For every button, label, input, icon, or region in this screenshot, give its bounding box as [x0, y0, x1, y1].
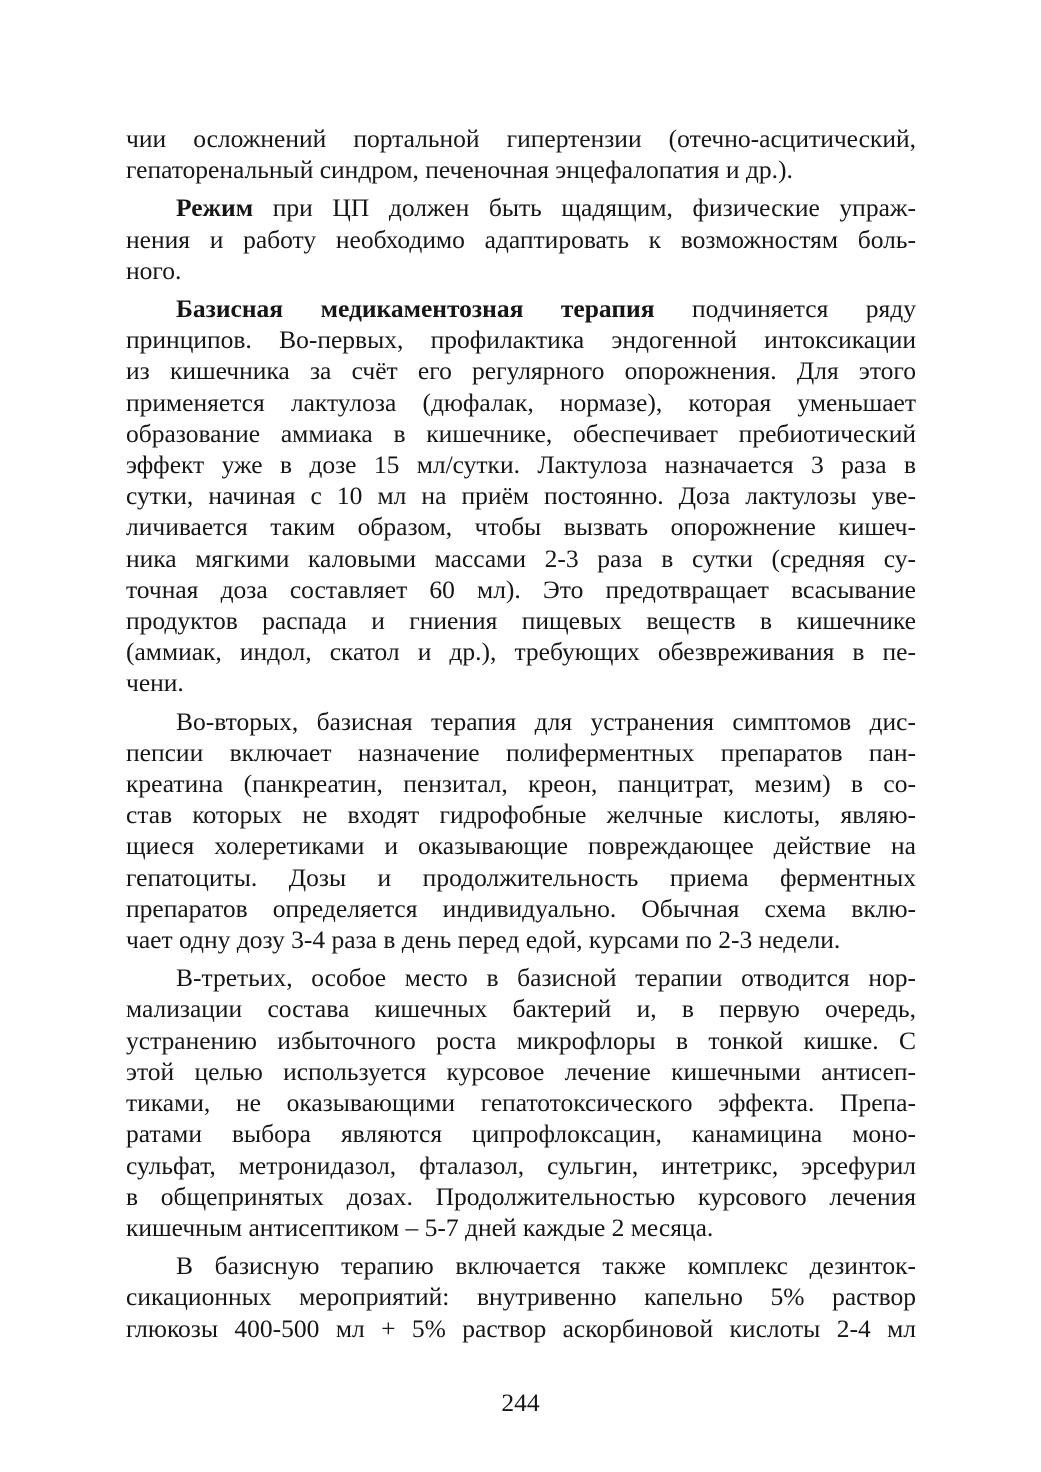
- paragraph-regime: [126, 192, 916, 286]
- text-line: Во-вторых, базисная терапия для устранения симптомов дис-: [176, 706, 916, 736]
- text-line: устранению избыточного роста микрофлоры в тонкой кишке. С: [126, 1025, 916, 1055]
- page-number: 244: [501, 1388, 540, 1417]
- text-line: (аммиак, индол, скатол и др.), требующих обезвреживания в пе-: [126, 637, 916, 667]
- paragraph-continuation: [126, 123, 916, 185]
- text-line: из кишечника за счёт его регулярного опорожнения. Для этого: [126, 356, 916, 386]
- bold-term: Базисная медикаментозная терапия: [176, 294, 655, 324]
- paragraph-detox: [126, 1250, 916, 1344]
- paragraph-thirdly: [126, 962, 916, 1243]
- text-line: сутки, начиная с 10 мл на приём постоянно. Доза лактулозы уве-: [126, 481, 916, 511]
- text-line: [126, 192, 916, 223]
- text-line: точная доза составляет 60 мл). Это предотвращает всасывание: [126, 574, 916, 604]
- text-line: ника мягкими каловыми массами 2-3 раза в сутки (средняя су-: [126, 543, 916, 573]
- text-line: сульфат, метронидазол, фталазол, сульгин, интетрикс, эрсефурил: [126, 1150, 916, 1180]
- text-line: ного.: [126, 255, 182, 285]
- text-line: чии осложнений портальной гипертензии (отечно-асцитический,: [126, 124, 916, 153]
- text-line: гепаторенальный синдром, печеночная энцефалопатия и др.).: [126, 155, 793, 185]
- text-line: креатина (панкреатин, пензитал, креон, панцитрат, мезим) в со-: [126, 769, 916, 799]
- text-line: принципов. Во-первых, профилактика эндогенной интоксикации: [126, 325, 916, 355]
- text-line: чает одну дозу 3-4 раза в день перед едой, курсами по 2-3 недели.: [126, 925, 841, 955]
- text-line: сикационных мероприятий: внутривенно капельно 5% раствор: [126, 1282, 916, 1312]
- text-line: этой целью используется курсовое лечение кишечными антисеп-: [126, 1056, 916, 1086]
- text-line: препаратов определяется индивидуально. Обычная схема вклю-: [126, 893, 916, 923]
- text-line: применяется лактулоза (дюфалак, нормазе), которая уменьшает: [126, 387, 916, 417]
- text-line: [126, 293, 916, 324]
- text-line: В-третьих, особое место в базисной терапии отводится нор-: [176, 963, 916, 993]
- bold-term: Режим: [176, 193, 254, 223]
- text-fragment: подчиняется ряду: [654, 294, 916, 324]
- text-line: ратами выбора являются ципрофлоксацин, канамицина моно-: [126, 1119, 916, 1149]
- text-line: в общепринятых дозах. Продолжительностью курсового лечения: [126, 1181, 916, 1211]
- page-body: [126, 123, 916, 1351]
- text-line: нения и работу необходимо адаптировать к возможностям боль-: [126, 224, 916, 254]
- text-line: продуктов распада и гниения пищевых веществ в кишечнике: [126, 606, 916, 636]
- text-line: щиеся холеретиками и оказывающие повреждающее действие на: [126, 831, 916, 861]
- text-line: гепатоциты. Дозы и продолжительность приема ферментных: [126, 862, 916, 892]
- text-line: став которых не входят гидрофобные желчные кислоты, являю-: [126, 800, 916, 830]
- text-line: чени.: [126, 668, 184, 698]
- paragraph-basic-therapy: [126, 293, 916, 699]
- text-line: образование аммиака в кишечнике, обеспечивает пребиотический: [126, 418, 916, 448]
- text-line: эффект уже в дозе 15 мл/сутки. Лактулоза назначается 3 раза в: [126, 450, 916, 480]
- text-line: личивается таким образом, чтобы вызвать опорожнение кишеч-: [126, 512, 916, 542]
- text-line: мализации состава кишечных бактерий и, в первую очередь,: [126, 994, 916, 1024]
- text-line: тиками, не оказывающими гепатотоксического эффекта. Препа-: [126, 1088, 916, 1118]
- text-line: пепсии включает назначение полиферментных препаратов пан-: [126, 737, 916, 767]
- text-line: кишечным антисептиком – 5-7 дней каждые 2 месяца.: [126, 1212, 714, 1242]
- text-fragment: при ЦП должен быть щадящим, физические упраж-: [253, 193, 916, 223]
- paragraph-secondly: [126, 706, 916, 956]
- text-line: В базисную терапию включается также комплекс дезинток-: [176, 1251, 916, 1281]
- text-line: глюкозы 400-500 мл + 5% раствор аскорбиновой кислоты 2-4 мл: [126, 1313, 916, 1343]
